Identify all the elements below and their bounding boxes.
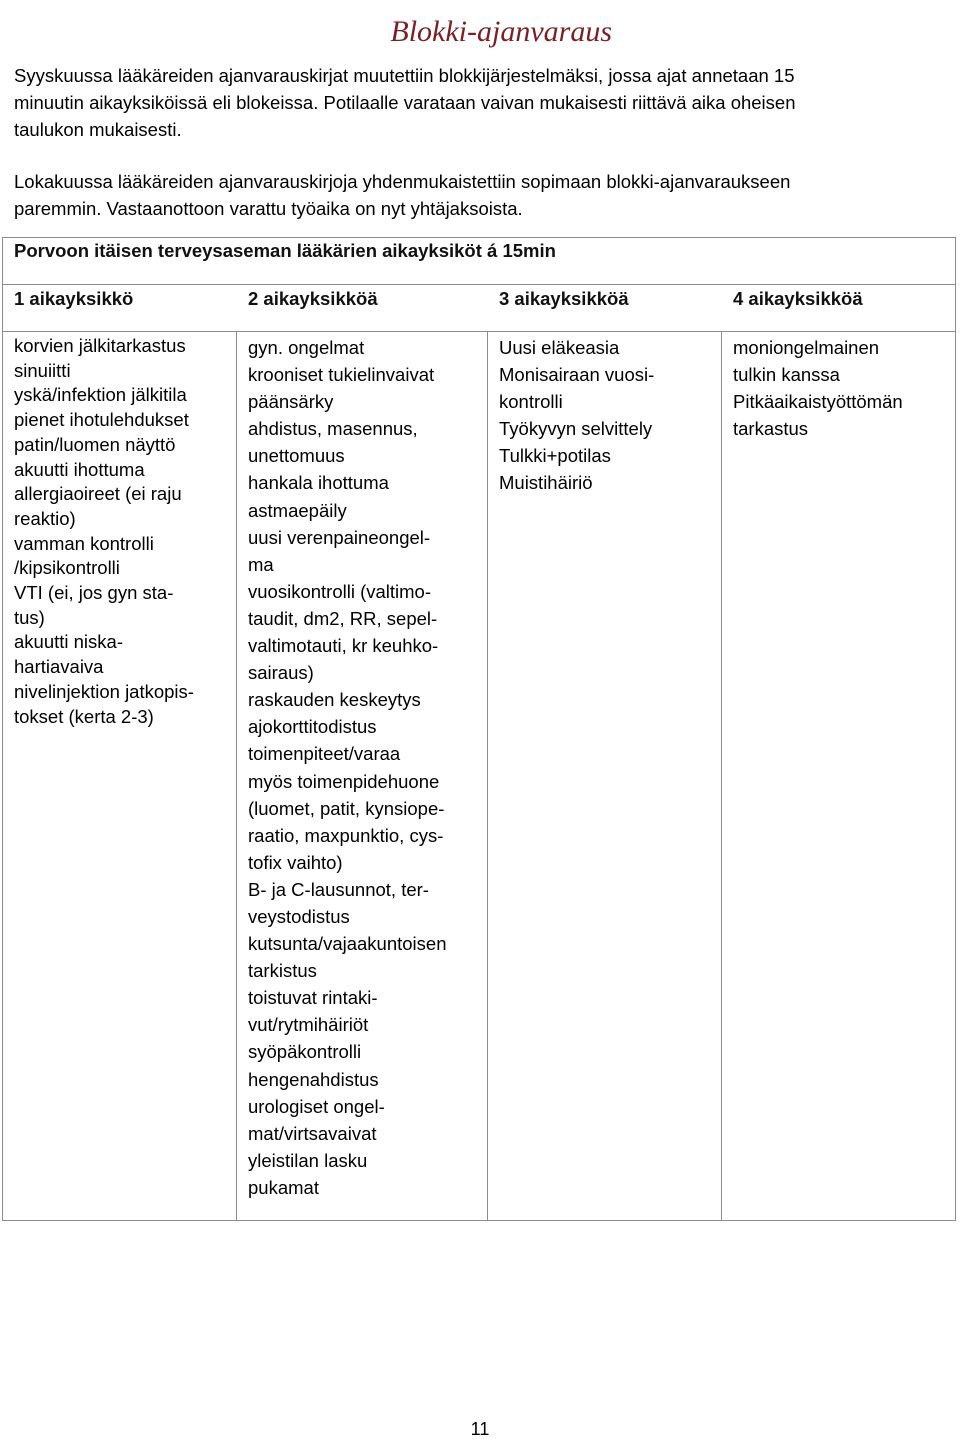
table-cell-3-units [499, 334, 654, 497]
intro-paragraph [14, 168, 949, 222]
text-line: minuutin aikayksiköissä eli blokeissa. Potilaalle varataan vaivan mukaisesti riittävä aika oheisen [14, 92, 796, 113]
cell-line: veystodistus [248, 905, 350, 927]
table-cell-4-units [733, 334, 903, 442]
cell-line: syöpäkontrolli [248, 1041, 362, 1063]
cell-line: VTI (ei, jos gyn sta- [14, 582, 174, 604]
cell-line: tofix vaihto) [248, 851, 343, 873]
cell-line: kontrolli [499, 391, 563, 413]
cell-line: pukamat [248, 1176, 319, 1198]
cell-line: vuosikontrolli (valtimo- [248, 580, 431, 602]
cell-line: akuutti ihottuma [14, 458, 145, 480]
text-line: Syyskuussa lääkäreiden ajanvarauskirjat muutettiin blokkijärjestelmäksi, jossa ajat annetaan 15 [14, 65, 795, 86]
cell-line: sinuiitti [14, 359, 71, 381]
cell-line: ma [248, 553, 274, 575]
cell-line: gyn. ongelmat [248, 337, 365, 358]
cell-line: Muistihäiriö [499, 472, 593, 494]
cell-line: Monisairaan vuosi- [499, 364, 655, 386]
table-caption: Porvoon itäisen terveysaseman lääkärien aikayksiköt á 15min [14, 240, 556, 261]
text-line: paremmin. Vastaanottoon varattu työaika on nyt yhtäjaksoista. [14, 198, 523, 219]
page-title: Blokki-ajanvaraus [390, 15, 612, 48]
table-cell-1-unit [14, 334, 194, 729]
intro-text [14, 62, 949, 222]
cell-line: valtimotauti, kr keuhko- [248, 635, 439, 657]
cell-line: tarkastus [733, 418, 809, 440]
cell-line: B- ja C-lausunnot, ter- [248, 878, 429, 900]
cell-line: ajokorttitodistus [248, 716, 377, 738]
cell-line: päänsärky [248, 391, 334, 413]
table-divider [2, 331, 956, 332]
cell-line: tus) [14, 606, 45, 628]
cell-line: myös toimenpidehuone [248, 770, 440, 792]
cell-line: tulkin kanssa [733, 364, 840, 386]
table-cell-2-units [248, 334, 447, 1201]
cell-line: hankala ihottuma [248, 472, 389, 494]
cell-line: nivelinjektion jatkopis- [14, 680, 194, 702]
cell-line: korvien jälkitarkastus [14, 335, 186, 356]
cell-line: raskauden keskeytys [248, 689, 421, 711]
cell-line: reaktio) [14, 507, 76, 529]
table-divider [2, 284, 956, 285]
cell-line: allergiaoireet (ei raju [14, 483, 182, 505]
column-header: 1 aikayksikkö [14, 288, 134, 309]
cell-line: urologiset ongel- [248, 1095, 385, 1117]
text-line: taulukon mukaisesti. [14, 119, 182, 140]
cell-line: tokset (kerta 2-3) [14, 705, 154, 727]
cell-line: /kipsikontrolli [14, 557, 120, 579]
cell-line: hartiavaiva [14, 656, 104, 678]
cell-line: taudit, dm2, RR, sepel- [248, 607, 438, 629]
cell-line: akuutti niska- [14, 631, 123, 653]
cell-line: yskä/infektion jälkitila [14, 384, 187, 406]
cell-line: kutsunta/vajaakuntoisen [248, 933, 447, 955]
column-divider [487, 332, 488, 1221]
cell-line: krooniset tukielinvaivat [248, 364, 435, 386]
cell-line: uusi verenpaineongel- [248, 526, 431, 548]
cell-line: astmaepäily [248, 499, 347, 521]
column-divider [236, 332, 237, 1221]
cell-line: vut/rytmihäiriöt [248, 1014, 369, 1036]
column-header: 2 aikayksikköä [248, 288, 378, 309]
cell-line: unettomuus [248, 445, 345, 467]
column-header: 3 aikayksikköä [499, 288, 629, 309]
cell-line: moniongelmainen [733, 337, 880, 358]
text-line: Lokakuussa lääkäreiden ajanvarauskirjoja yhdenmukaistettiin sopimaan blokki-ajanvaraukseen [14, 171, 791, 192]
cell-line: hengenahdistus [248, 1068, 379, 1090]
cell-line: (luomet, patit, kynsiope- [248, 797, 445, 819]
page-number: 11 [470, 1419, 490, 1439]
cell-line: Työkyvyn selvittely [499, 418, 653, 440]
cell-line: sairaus) [248, 662, 314, 684]
intro-paragraph [14, 62, 949, 143]
cell-line: tarkistus [248, 960, 317, 982]
cell-line: pienet ihotulehdukset [14, 409, 189, 431]
cell-line: mat/virtsavaivat [248, 1122, 377, 1144]
cell-line: ahdistus, masennus, [248, 418, 418, 440]
cell-line: toistuvat rintaki- [248, 987, 378, 1009]
cell-line: vamman kontrolli [14, 532, 154, 554]
cell-line: yleistilan lasku [248, 1149, 368, 1171]
cell-line: toimenpiteet/varaa [248, 743, 401, 765]
cell-line: patin/luomen näyttö [14, 433, 176, 455]
cell-line: Tulkki+potilas [499, 445, 611, 467]
cell-line: Uusi eläkeasia [499, 337, 620, 358]
column-divider [721, 332, 722, 1221]
cell-line: raatio, maxpunktio, cys- [248, 824, 444, 846]
column-header: 4 aikayksikköä [733, 288, 863, 309]
cell-line: Pitkäaikaistyöttömän [733, 391, 903, 413]
